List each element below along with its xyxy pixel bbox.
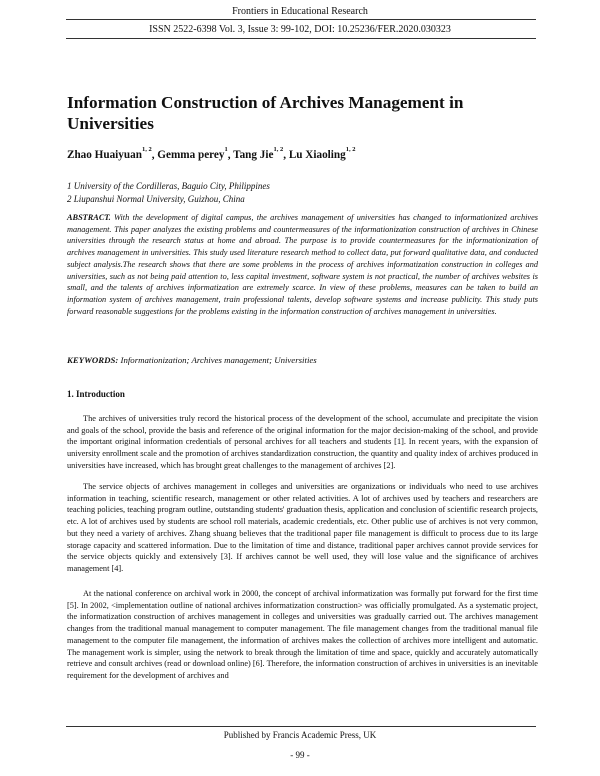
footer-rule	[66, 726, 536, 727]
issue-line: ISSN 2522-6398 Vol. 3, Issue 3: 99-102, DOI: 10.25236/FER.2020.030323	[149, 24, 451, 35]
author-list: Zhao Huaiyuan$^{1, 2}$, Gemma perey$^1$, Tang Jie$^{1, 2}$, Lu Xiaoling$^{1, 2}$	[67, 146, 356, 161]
author-name: Zhao Huaiyuan	[67, 149, 142, 161]
abstract-text: With the development of digital campus, the archives management of universities has changed to informationized archives management. This paper analyzes the existing problems and countermeasures of the informationization construction of archives in Chinese universities through the research status at home and abroad. The purpose is to provide countermeasures for the informationization of archives management in universities. This study used literature research method to collect data, put forward qualitative data, and conducted subject analysis.The research shows that there are some problems in the process of archives informatization construction in colleges and universities, such as not being paid attention to, less capital investment, software system is not practical, the number of archives websites is small, and the talents of archives informatization are extremely scarce. In view of these problems, measures can be taken to build an information system of archives management, train professional talents, develop software systems and increase publicity. This study puts forward reasonable suggestions for the problems existing in the information construction of archives management in universities.	[67, 213, 538, 316]
abstract-label: ABSTRACT.	[67, 213, 111, 222]
author-affiliation-mark: 1, 2	[273, 146, 284, 153]
abstract	[67, 212, 538, 317]
keywords	[67, 355, 538, 365]
author-name: Lu Xiaoling	[288, 149, 346, 161]
affiliation-2: 2 Liupanshui Normal University, Guizhou, China	[67, 194, 245, 204]
author-name: Gemma perey	[157, 149, 225, 161]
author-affiliation-mark: 1	[224, 146, 228, 153]
journal-name: Frontiers in Educational Research	[232, 6, 368, 17]
body-paragraph: The service objects of archives management in colleges and universities are organizations or individuals who need to use archives information in teaching, scientific research, management or other related activities. A lot of archives used by teachers and researchers are teaching policies, teaching program outline, outstanding students' graduation thesis, application and conclusion of scientific research projects, etc. A lot of archives used by students are school roll materials, academic credentials, etc. Other public use of archives is not very common, but they need a variety of archives. Zhang shuang believes that the traditional paper file management is difficult to process due to its large storage capacity and scattered information. Due to the limitation of time and distance, traditional paper archives cannot provide services for the service objects quickly and extensively [3]. If archives cannot be well used, they will lose value and the significance of archives management [4].	[67, 482, 538, 573]
page-number: - 99 -	[290, 750, 310, 760]
author-name: Tang Jie	[233, 149, 274, 161]
section-heading: 1. Introduction	[67, 389, 125, 399]
keywords-text: Informationization; Archives management; Universities	[120, 355, 317, 365]
author-affiliation-mark: 1, 2	[141, 146, 152, 153]
header-rule-bottom	[66, 38, 536, 39]
body-paragraph: The archives of universities truly record the historical process of the development of the school, accumulate and precipitate the vision and goals of the school, provide the basis and reference of the original information for the major decision-making of the school, and provide the important original information credentials of personal archives for all teachers and students [1]. In recent years, with the expansion of university enrollment scale and the promotion of archives standardization construction, the quantity and quality index of archives produced in universities have increased, which has brought great challenges to the management of archives [2].	[67, 414, 538, 470]
affiliation-1: 1 University of the Cordilleras, Baguio City, Philippines	[67, 181, 270, 191]
paper-title: Information Construction of Archives Management in Universities	[67, 93, 464, 133]
body-paragraph: At the national conference on archival work in 2000, the concept of archival informatization was formally put forward for the first time [5]. In 2002, <implementation outline of national archives informatization construction> was officially promulgated. As a systematic project, the informatization construction of archives management in colleges and universities was gradually carried out. The archives management changes from the traditional manual management to computer management. The file management changes from the traditional manual file management to the computer file management, the information of archives makes the collection of archives more intelligent and automatic. The management work is simpler, using the network to break through the limitation of time and space, quickly and accurately automatically retrieve and consult archives (read or download online) [6]. Therefore, the information construction of archives in universities is an inevitable requirement for the development of archives and	[67, 589, 538, 680]
author-affiliation-mark: 1, 2	[345, 146, 356, 153]
header-rule-top	[66, 19, 536, 20]
publisher-line: Published by Francis Academic Press, UK	[223, 730, 377, 740]
keywords-label: KEYWORDS:	[67, 355, 119, 365]
